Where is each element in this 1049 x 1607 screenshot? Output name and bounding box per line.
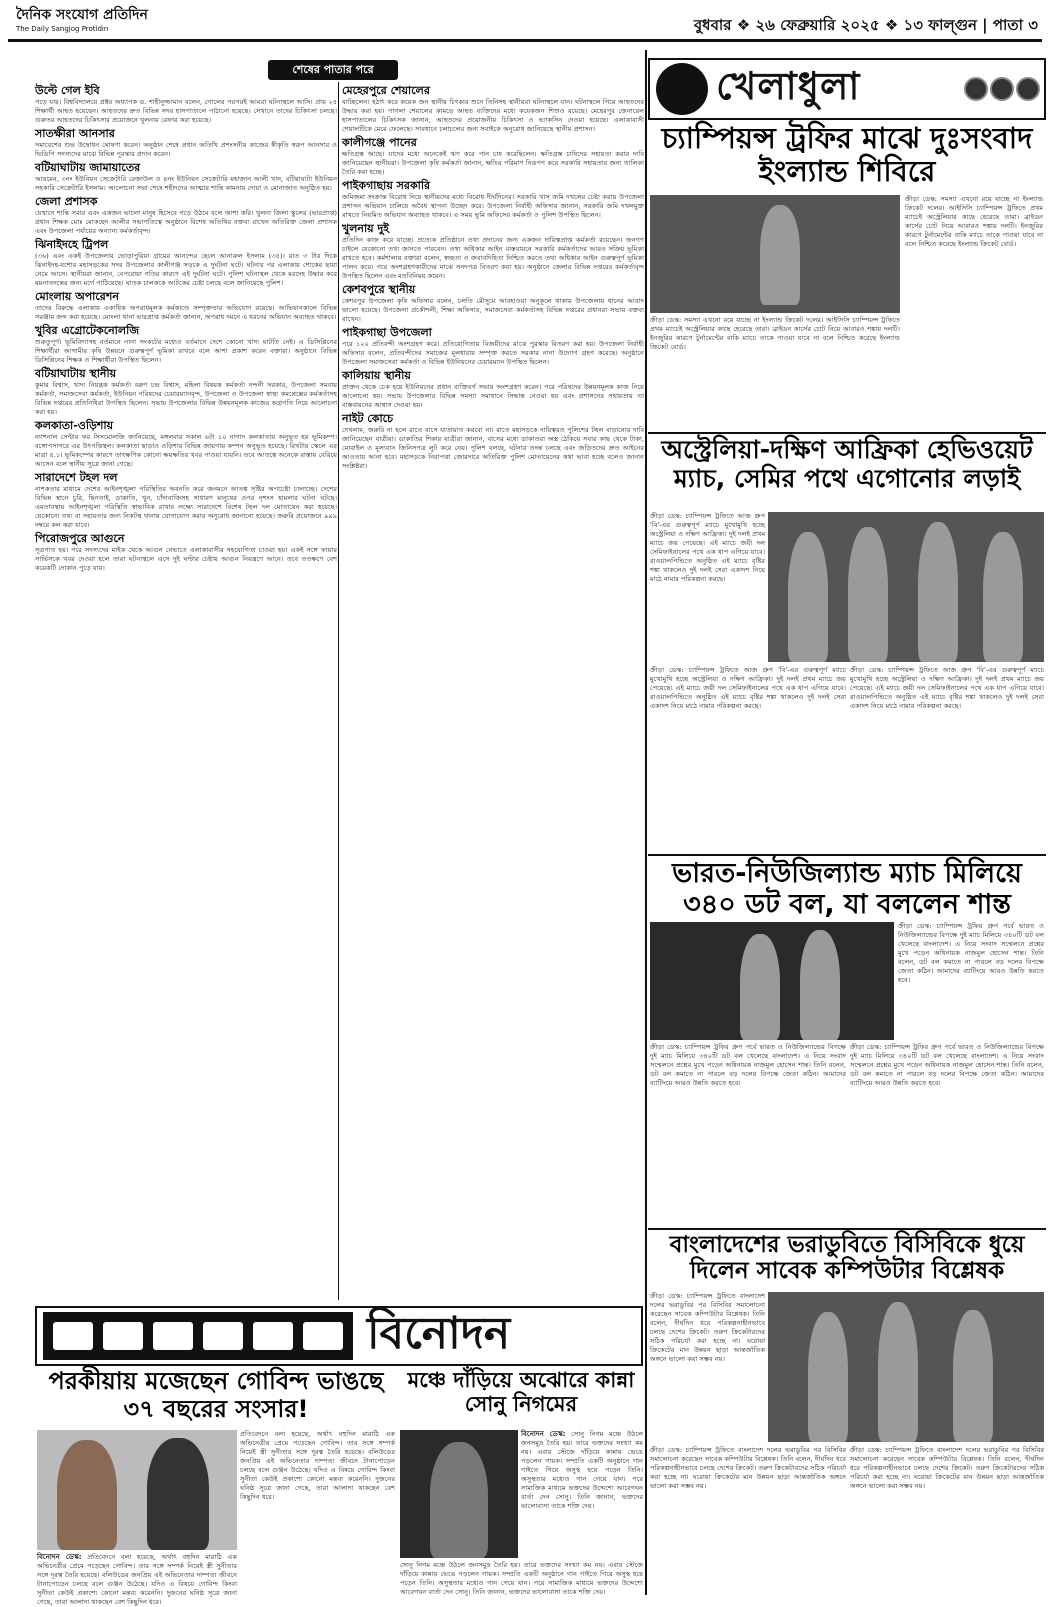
story-title: বটিয়াঘাটায় জামায়াতের [35, 161, 141, 174]
film-strip-icon [43, 1312, 353, 1360]
story-title: কালিয়ায় স্থানীয় [342, 369, 411, 382]
story-body: জমিজমা সংক্রান্ত বিরোধ নিয়ে স্থানীয়দের মধ্যে বিরোধ দীর্ঘদিনের। সরকারি খাস জমি দখলের চেষ্টা করায় উপজেলা প্রশাসন অভিযান চালিয়ে অবৈধ স্থাপনা উচ্ছেদ করে। উপজেলা নির্বাহী অফিসার জানান, সরকারি জমি দখলমুক্ত রাখতে নিয়মিত অভিযান অব্যাহত থাকবে। এ সময় ভূমি অফিসের কর্মকর্তা ও পুলিশ উপস্থিত ছিলেন। [342, 193, 644, 219]
story-title: পাইকগাছায় সরকারি [342, 179, 431, 192]
govinda-body-b [37, 1553, 238, 1606]
paper-name: দৈনিক সংযোগ প্রতিদিন [16, 7, 148, 23]
column-divider [338, 82, 339, 1300]
story-body: প্রতিদিন কাজ করে যাচ্ছে। প্রত্যেক প্রতিষ্ঠানে তথ্য প্রদানের জন্য একজন দায়িত্বপ্রাপ্ত কর্মকর্তা রয়েছেন। জনগণ চাইলে যেকোনো তথ্য জানতে পারবেন। তথ্য অধিকার আইন বাস্তবায়নে সরকারি কর্মকর্তাদের আরও সক্রিয় ভূমিকা রাখতে হবে। কর্মশালায় বক্তারা বলেন, স্বচ্ছতা ও জবাবদিহিতা নিশ্চিত করতে তথ্য অধিকার আইন গুরুত্বপূর্ণ ভূমিকা পালন করে। পরে অংশগ্রহণকারীদের মাঝে সনদপত্র বিতরণ করা হয়। অনুষ্ঠানে জেলার বিভিন্ন দপ্তরের কর্মকর্তাবৃন্দ উপস্থিত ছিলেন এবং মতবিনিময় করেন। [342, 236, 644, 280]
left-column [35, 82, 337, 1300]
cricket-photo-ind-nz [650, 922, 894, 1040]
sports-story-3-body-b: ক্রীড়া ডেস্ক: চ্যাম্পিয়ন্স ট্রফির গ্রুপ পর্বে ভারত ও নিউজিল্যান্ডের বিপক্ষে দুই ম্যাচ মিলিয়ে ৩৪০টি ডট বল খেলেছে বাংলাদেশ। এ নিয়ে সংবাদ সম্মেলনে প্রশ্নের মুখে পড়েন অধিনায়ক নাজমুল হোসেন শান্ত। তিনি বলেন, ডট বল কমাতে না পারলে বড় দলের বিপক্ষে জেতা কঠিন। আমাদের ব্যাটিংয়ে আরও উন্নতি করতে হবে। [850, 1043, 1044, 1087]
sports-headline-4: বাংলাদেশের ভরাডুবিতে বিসিবিকে ধুয়ে দিলেন সাবেক কম্পিউটার বিশ্লেষক [648, 1228, 1046, 1285]
sports-story-1-side: ক্রীড়া ডেস্ক: সমস্যা এখনো রয়ে যাচ্ছে না ইংল্যান্ড ক্রিকেট দলের। আইসিসি চ্যাম্পিয়ন্স ট্রফিতে প্রথম ম্যাচেই অস্ট্রেলিয়ার কাছে হেরেছে তারা। ব্রাইডন কার্সের চোট নিয়ে আবারও শঙ্কায় দলটি। ইনজুরির কারণে টুর্নামেন্টের বাকি ম্যাচে তাকে পাওয়া যাবে না বলে নিশ্চিত করেছে ইংল্যান্ড ক্রিকেট বোর্ড। [905, 195, 1043, 248]
story-title: ঝিনাইদহে ট্রিপল [35, 238, 109, 251]
story-body: সূত্রপাত হয়। পরে সদস্যদের মাইক থেকে আগুন নেভাতে এলাকাবাসীর সহযোগিতা চাওয়া হয়। একই সঙ্গে ফায়ার সার্ভিসকে খবর দেওয়া হলে তারা ঘটনাস্থলে এসে দুই ঘণ্টার চেষ্টায় আগুন নিয়ন্ত্রণে আনে। তবে ততক্ষণে বেশ কয়েকটি দোকান পুড়ে যায়। [35, 546, 337, 572]
story-body: যাচ্ছিলেন। হঠাৎ করে কয়েক জন স্থানীয় চিৎকার শুনে তিনিসহ স্থানীয়রা ঘটনাস্থলে যান। ঘটনাস্থলে গিয়ে আহতদের উদ্ধার করা হয়। পাগলা শেয়ালের কামড়ে আহত ব্যক্তিদের মধ্যে কয়েকজন শিশুও রয়েছে। মেহেরপুর জেনারেল হাসপাতালের চিকিৎসক জানান, আহতদের প্রয়োজনীয় চিকিৎসা ও ভ্যাকসিন দেওয়া হয়েছে। এলাকাবাসী শেয়ালটিকে মেরে ফেলেছে। সাবধানে চলাচলের জন্য সবাইকে অনুরোধ জানিয়েছে স্থানীয় প্রশাসন। [342, 98, 644, 133]
entertainment-header [35, 1306, 643, 1366]
story-body: যেখানে শান্তি সবার এবং একজন ভালো মানুষ হিসেবে গড়ে উঠবে বলে আশা করি। খুলনা জিলা স্কুলের (ভারপ্রাপ্ত) প্রধান শিক্ষক মোঃ মোকছেদ আলীর সভাপতিত্বে অনুষ্ঠানে বিশেষ অতিথির বক্তব্য রাখেন অতিরিক্ত জেলা প্রশাসক এবং উপজেলা পর্যায়ের অন্যান্য কর্মকর্তাবৃন্দ। [35, 209, 337, 235]
story-title: খুলনায় দুই [342, 222, 389, 235]
govinda-photo [37, 1430, 237, 1550]
govinda-body-text: প্রতিবেদনে বলা হয়েছে, অর্থাৎ বহুদিন মারাঠি এক অভিনেত্রীর প্রেমে পড়েছেন গোবিন্দ। তার সঙ্গে সম্পর্ক নিয়েই স্ত্রী সুনীতার সঙ্গে দূরত্ব তৈরি হয়েছে। বলিউডের জনপ্রিয় এই অভিনেতার দাম্পত্য জীবনে টানাপোড়েন চলছে বলে গুঞ্জন উঠেছে। যদিও এ বিষয়ে গোবিন্দ কিংবা সুনীতা কেউই প্রকাশ্যে কোনো মন্তব্য করেননি। দুজনের ঘনিষ্ঠ সূত্রে জানা গেছে, তারা আলাদা থাকছেন বেশ কিছুদিন ধরে। [37, 1553, 238, 1606]
newspaper-logo [16, 8, 148, 36]
story-body: পড়ে যায়। বিশ্ববিদ্যালয়ে প্রক্টর অধ্যাপক ড. শাহীনুজ্জামান বলেন, গোলের পরপরই আমরা ঘটনাস্থলে আসি। প্রায় ২৫ শিক্ষার্থী আহত হয়েছেন। আহতদের দ্রুত বিভিন্ন সদর হাসপাতালে পাঠানো হয়েছে। সেখানে তাদের চিকিৎসা চলছে। গুরুতর আহতদের চিকিৎসার প্রয়োজনে খুলনায় রেফার করা হয়েছে। [35, 98, 337, 124]
cricket-photo-england [650, 195, 900, 313]
sports-story-4-body: ক্রীড়া ডেস্ক: চ্যাম্পিয়ন্স ট্রফিতে বাংলাদেশ দলের ভরাডুবির পর বিসিবির সমালোচনা করেছেন সাবেক কম্পিউটার বিশ্লেষক। তিনি বলেন, দীর্ঘদিন ধরে পরিকল্পনাহীনভাবে চলছে দেশের ক্রিকেট। তরুণ ক্রিকেটারদের সঠিক পরিচর্যা করা হচ্ছে না। ঘরোয়া ক্রিকেটের মান উন্নয়ন ছাড়া আন্তর্জাতিক অঙ্গনে ভালো করা সম্ভব নয়। [650, 1446, 846, 1490]
govinda-headline: পরকীয়ায় মজেছেন গোবিন্দ ভাঙছে ৩৭ বছরের সংসার! [48, 1367, 384, 1423]
sports-story-3-side: ক্রীড়া ডেস্ক: চ্যাম্পিয়ন্স ট্রফির গ্রুপ পর্বে ভারত ও নিউজিল্যান্ডের বিপক্ষে দুই ম্যাচ মিলিয়ে ৩৪০টি ডট বল খেলেছে বাংলাদেশ। এ নিয়ে সংবাদ সম্মেলনে প্রশ্নের মুখে পড়েন অধিনায়ক নাজমুল হোসেন শান্ত। তিনি বলেন, ডট বল কমাতে না পারলে বড় দলের বিপক্ষে জেতা কঠিন। আমাদের ব্যাটিংয়ে আরও উন্নতি করতে হবে। [898, 922, 1044, 984]
story-title: মোংলায় অপারেশন [35, 290, 119, 303]
sports-balls-icon [964, 77, 1040, 101]
story-title: সারাদেশে টহল দল [35, 471, 118, 484]
story-title: খুবির এগ্রোটেকনোলজি [35, 324, 140, 337]
cricket-photo-sa-aus [768, 512, 1044, 662]
story-body: ন্যাশনাল সেন্টার ফর সিসমোলজি জানিয়েছে, মঙ্গলবার সকাল ৬টা ১০ নাগাদ কলকাতায় অনুভূত হয় ভূমিকম্প। বঙ্গোপসাগরে এর উৎপত্তিস্থল। কলকাতা ছাড়াও ওড়িশার বিভিন্ন জায়গায় কম্পন অনুভূত হয়েছে। রিখটার স্কেলে এর মাত্রা ৫.১। ভূমিকম্পের কারণে তাৎক্ষণিক কোনো ক্ষয়ক্ষতির খবর পাওয়া যায়নি। তবে আতঙ্কে অনেকে রাস্তায় বেরিয়ে আসেন বলে স্থানীয় সূত্রে জানা গেছে। [35, 433, 337, 468]
sports-section-header [648, 58, 1046, 120]
story-body: পরে ১২০ প্রতিবন্দী অংশগ্রহণ করে। প্রতিযোগিতায় বিজয়ীদের মাঝে পুরস্কার বিতরণ করা হয়। উপজেলা নির্বাহী অফিসার বলেন, প্রতিবন্দীদের সমাজের মূলধারায় সম্পৃক্ত করতে সরকার নানা উদ্যোগ গ্রহণ করেছে। অনুষ্ঠানে উপজেলা সমাজসেবা কর্মকর্তা ও বিভিন্ন ইউনিয়নের চেয়ারম্যান উপস্থিত ছিলেন। [342, 340, 644, 366]
story-body: (৩৬) এবং একই উপজেলার ভোড়াপুরিয়া গ্রামের আনন্দের ছেলে আনারুল ইসলাম (৩৫)। রাত ৩ টার দিকে ঝিনাইদহ-যশোর মহাসড়কের সদর উপজেলার কালীগঞ্জ সড়কে এ দুর্ঘটনা ঘটে। ঘটনার পর এলাকায় শোকের ছায়া নেমে আসে। স্থানীয়রা জানান, বেপরোয়া গতির কারণে এই দুর্ঘটনা ঘটে। পুলিশ ঘটনাস্থল থেকে মরদেহ উদ্ধার করে ময়নাতদন্তের জন্য মর্গে পাঠিয়েছে। ঘাতক চালককে আটকের চেষ্টা চলছে বলে জানিয়েছে পুলিশ। [35, 252, 337, 287]
sports-story-1-body: ক্রীড়া ডেস্ক: সমস্যা এখনো রয়ে যাচ্ছে না ইংল্যান্ড ক্রিকেট দলের। আইসিসি চ্যাম্পিয়ন্স ট্রফিতে প্রথম ম্যাচেই অস্ট্রেলিয়ার কাছে হেরেছে তারা। ব্রাইডন কার্সের চোট নিয়ে আবারও শঙ্কায় দলটি। ইনজুরির কারণে টুর্নামেন্টের বাকি ম্যাচে তাকে পাওয়া যাবে না বলে নিশ্চিত করেছে ইংল্যান্ড ক্রিকেট বোর্ড। [650, 316, 900, 351]
story-title: পিরোজপুরে আগুনে [35, 532, 125, 545]
sports-story-2-body: ক্রীড়া ডেস্ক: চ্যাম্পিয়ন্স ট্রফিতে আজ গ্রুপ 'বি'-এর গুরুত্বপূর্ণ ম্যাচে মুখোমুখি হচ্ছে অস্ট্রেলিয়া ও দক্ষিণ আফ্রিকা। দুই দলই প্রথম ম্যাচে জয় পেয়েছে। এই ম্যাচে জয়ী দল সেমিফাইনালের পথে এক ধাপ এগিয়ে যাবে। রাওয়ালপিন্ডিতে অনুষ্ঠিত এই ম্যাচে বৃষ্টির শঙ্কা থাকলেও দুই দলই সেরা একাদশ নিয়ে মাঠে নামার পরিকল্পনা করছে। [650, 666, 846, 710]
sonu-byline: বিনোদন ডেস্ক: [521, 1430, 566, 1438]
sports-headline-3: ভারত-নিউজিল্যান্ড ম্যাচ মিলিয়ে ৩৪০ ডট বল, যা বললেন শান্ত [648, 854, 1046, 920]
story-title: জেলা প্রশাসক [35, 195, 98, 208]
cricket-photo-nz [768, 1292, 1044, 1442]
story-body: তাদের বিরুদ্ধে এলাকায় একাধিক অপরাধমূলক কর্মকাণ্ডে সম্পৃক্ততার অভিযোগ রয়েছে। আভিযানকালে বিভিন্ন সরঞ্জাম জব্দ করা হয়েছে। মোংলা থানা ভারপ্রাপ্ত কর্মকর্তা জানান, অপরাধ দমনে এ ধরনের অভিযান অব্যাহত থাকবে। [35, 304, 337, 321]
sonu-body-b: সোনু নিগম মঞ্চে উঠলে জনসমুদ্র তৈরি হয়। তারে ভক্তদের সংখ্যা কম নয়। এবার স্টেজে দাঁড়িয়ে কান্নায় ভেঙে পড়লেন গায়ক। সম্প্রতি একটি অনুষ্ঠানে গান গাইতে গিয়ে অসুস্থ হয়ে পড়েন তিনি। অসুস্থতার মধ্যেও গান গেয়ে যান। পরে সামাজিক মাধ্যমে ভক্তদের উদ্দেশ্যে আবেগঘন বার্তা দেন সোনু। তিনি জানান, ভক্তদের ভালোবাসা তাকে শক্তি দেয়। [400, 1561, 643, 1596]
sports-story-4-side: ক্রীড়া ডেস্ক: চ্যাম্পিয়ন্স ট্রফিতে বাংলাদেশ দলের ভরাডুবির পর বিসিবির সমালোচনা করেছেন সাবেক কম্পিউটার বিশ্লেষক। তিনি বলেন, দীর্ঘদিন ধরে পরিকল্পনাহীনভাবে চলছে দেশের ক্রিকেট। তরুণ ক্রিকেটারদের সঠিক পরিচর্যা করা হচ্ছে না। ঘরোয়া ক্রিকেটের মান উন্নয়ন ছাড়া আন্তর্জাতিক অঙ্গনে ভালো করা সম্ভব নয়। [650, 1292, 765, 1363]
story-title: কেশবপুরে স্থানীয় [342, 283, 416, 296]
story-body: দেখলাম, জরুরি না হলে রাতে বাসে যাতায়াত করবো না। রাতে মহাসড়কে দায়িত্বরত পুলিশের টহল বাড়ানোর দাবি জানিয়েছেন যাত্রীরা। ডাকাতির শিকার যাত্রীরা জানান, বাসের মধ্যে ডাকাতরা অস্ত্র ঠেকিয়ে সবার কাছ থেকে টাকা, মোবাইল ও মূল্যবান জিনিসপত্র লুট করে নেয়। পুলিশ বলছে, ঘটনার তদন্ত চলছে এবং জড়িতদের দ্রুত আইনের আওতায় আনা হবে। মহাসড়কে নিরাপত্তা জোরদারে অতিরিক্ত পুলিশ মোতায়েনের কথা ভাবা হচ্ছে বলেও জানান সংশ্লিষ্টরা। [342, 426, 644, 470]
column-divider [645, 50, 647, 1595]
story-body: নাশকতার মাধ্যমে দেশের আইনশৃঙ্খলা পরিস্থিতির অবনতি করে জনমনে আতঙ্ক সৃষ্টির অপচেষ্টা চালাচ্ছে। দেশের বিভিন্ন স্থানে চুরি, ছিনতাই, ডাকাতি, খুন, চাঁদাবাজিসহ সাধারণ মানুষের ওপর নৃশংস হামলার ঘটনা ঘটছে। এমতাবস্থায় আইনশৃঙ্খলা পরিস্থিতি স্বাভাবিক রাখার লক্ষ্যে সারাদেশে বিশেষ টহল দল মোতায়েন করা হয়েছে। যেকোনো তথ্য বা সহায়তার জন্য নিকটস্থ থানায় যোগাযোগ করার অনুরোধ জানানো হয়েছে। জরুরি প্রয়োজনে ৯৯৯ নম্বরে কল করা যাবে। [35, 485, 337, 529]
sports-title: খেলাধুলা [716, 64, 861, 108]
story-title: নাইট কোচে [342, 412, 394, 425]
story-title: পাইকগাছা উপজেলা [342, 326, 432, 339]
story-body: সমাবেশের শুভ উদ্বোধন ঘোষণা করেন। অনুষ্ঠান শেষে প্রধান অতিথি প্রশংসনীয় কাজের স্বীকৃতি স্বরূপ আনসার ও ভিডিপি সদস্যদের মাঝে বিভিন্ন পুরস্কার প্রদান করেন। [35, 141, 337, 158]
sports-headline-2: অস্ট্রেলিয়া-দক্ষিণ আফ্রিকা হেভিওয়েট ম্যাচ, সেমির পথে এগোনোর লড়াই [648, 432, 1046, 494]
entertainment-title: বিনোদন [367, 1307, 511, 1359]
dateline: বুধবার ❖ ২৬ ফেব্রুয়ারি ২০২৫ ❖ ১৩ ফাল্গুন | পাতা ৩ [693, 16, 1038, 34]
sports-story-2-body-b: ক্রীড়া ডেস্ক: চ্যাম্পিয়ন্স ট্রফিতে আজ গ্রুপ 'বি'-এর গুরুত্বপূর্ণ ম্যাচে মুখোমুখি হচ্ছে অস্ট্রেলিয়া ও দক্ষিণ আফ্রিকা। দুই দলই প্রথম ম্যাচে জয় পেয়েছে। এই ম্যাচে জয়ী দল সেমিফাইনালের পথে এক ধাপ এগিয়ে যাবে। রাওয়ালপিন্ডিতে অনুষ্ঠিত এই ম্যাচে বৃষ্টির শঙ্কা থাকলেও দুই দলই সেরা একাদশ নিয়ে মাঠে নামার পরিকল্পনা করছে। [850, 666, 1044, 710]
middle-column [342, 82, 644, 1300]
sonu-headline: মঞ্চে দাঁড়িয়ে অঝোরে কান্না সোনু নিগমের [407, 1368, 635, 1417]
story-title: কালীগঞ্জে পানের [342, 136, 417, 149]
story-title: মেহেরপুরে শেয়ালের [342, 84, 430, 97]
story-body: আয়মেন, ৩নং ইউনিয়ন সেক্রেটারি রেজাউল ও ৪নং ইউনিয়ন সেক্রেটারি মহাজান আলী খান, বটিয়াঘাটা ইউনিয়ন সহকারি সেক্রেটারি ইসলাম। আলোচনা সভা শেষে শহীদদের আত্মার শান্তি কামনায় দোয়া ও মোনাজাত অনুষ্ঠিত হয়। [35, 175, 337, 192]
govinda-byline: বিনোদন ডেস্ক: [37, 1553, 82, 1561]
paper-name-en: The Daily Sangjog Protidin [16, 25, 109, 33]
sports-headline-1: চ্যাম্পিয়ন্স ট্রফির মাঝে দুঃসংবাদ ইংল্যান্ড শিবিরে [661, 121, 1033, 189]
sonu-body-text: সোনু নিগম মঞ্চে উঠলে জনসমুদ্র তৈরি হয়। তারে ভক্তদের সংখ্যা কম নয়। এবার স্টেজে দাঁড়িয়ে কান্নায় ভেঙে পড়লেন গায়ক। সম্প্রতি একটি অনুষ্ঠানে গান গাইতে গিয়ে অসুস্থ হয়ে পড়েন তিনি। অসুস্থতার মধ্যেও গান গেয়ে যান। পরে সামাজিক মাধ্যমে ভক্তদের উদ্দেশ্যে আবেগঘন বার্তা দেন সোনু। তিনি জানান, ভক্তদের ভালোবাসা তাকে শক্তি দেয়। [521, 1430, 643, 1510]
sonu-body [521, 1430, 643, 1558]
story-body: কুমার বিশ্বাস, খাদ্য নিয়ন্ত্রক কর্মকর্তা বরুণ চন্দ্র বিশ্বাস, মহিলা বিষয়ক কর্মকর্তা নন্দনী সরকার, উপজেলা সমবায় কর্মকর্তা, সমাজসেবা কর্মকর্তা, ইউনিয়ন পরিষদের চেয়ারম্যানবৃন্দ, উপজেলা ও উপজেলা স্বাস্থ্য কমপ্লেক্সের কর্মকর্তাসহ বিভিন্ন দপ্তরের প্রতিনিধিরা উপস্থিত ছিলেন। সভায় উপজেলার বিভিন্ন উন্নয়নমূলক কাজের অগ্রগতি নিয়ে আলোচনা করা হয়। [35, 381, 337, 416]
story-title: সাতক্ষীরা আনসার [35, 127, 115, 140]
runner-icon [656, 63, 708, 115]
story-title: কলকাতা-ওড়িশায় [35, 419, 114, 432]
story-body: কেশবপুর উপজেলা কৃষি অফিসার বলেন, চলতি মৌসুমে আবহাওয়া অনুকূলে থাকায় উপজেলায় ধানের আবাদ ভালো হয়েছে। উপজেলা প্রকৌশলী, শিক্ষা অফিসার, সমাজসেবা কর্মকর্তাসহ বিভিন্ন দপ্তরের প্রধানরা সভায় বক্তব্য রাখেন। [342, 297, 644, 323]
story-body: শুরুতুপূর্ণ। ভূমিবিদ্যাসহ বর্তমানে নানা সংকটের মধ্যেও বর্তমানে দেশে কোনো খাদ্য ঘাটতি নেই। এ ডিসিপ্লিনের শিক্ষার্থীরা আগামীর কৃষি উন্নয়নে গুরুত্বপূর্ণ ভূমিকা রাখবে বলে আশা প্রকাশ করেন বক্তারা। অনুষ্ঠানে বিভিন্ন ডিসিপ্লিনের শিক্ষক ও শিক্ষার্থীরা উপস্থিত ছিলেন। [35, 338, 337, 364]
story-body: প্রাক্তন থেকে চেক হয়ে ইউনিয়নের প্রধান ব্যক্তিবর্গ সভায় অংশগ্রহণ করেন। পরে পরিষদের উন্নয়নমূলক কাজ নিয়ে আলোচনা হয়। সভায় উপজেলার বিভিন্ন সমস্যা সমাধানে সিদ্ধান্ত নেওয়া হয় এবং প্রশাসনের সহায়তায় তা বাস্তবায়নের আশ্বাস দেওয়া হয়। [342, 383, 644, 409]
sonu-nigam-photo [400, 1430, 518, 1558]
sports-story-2-side: ক্রীড়া ডেস্ক: চ্যাম্পিয়ন্স ট্রফিতে আজ গ্রুপ 'বি'-এর গুরুত্বপূর্ণ ম্যাচে মুখোমুখি হচ্ছে অস্ট্রেলিয়া ও দক্ষিণ আফ্রিকা। দুই দলই প্রথম ম্যাচে জয় পেয়েছে। এই ম্যাচে জয়ী দল সেমিফাইনালের পথে এক ধাপ এগিয়ে যাবে। রাওয়ালপিন্ডিতে অনুষ্ঠিত এই ম্যাচে বৃষ্টির শঙ্কা থাকলেও দুই দলই সেরা একাদশ নিয়ে মাঠে নামার পরিকল্পনা করছে। [650, 512, 765, 583]
story-title: বটিয়াঘাটায় স্থানীয় [35, 367, 117, 380]
govinda-body: প্রতিবেদনে বলা হয়েছে, অর্থাৎ বহুদিন মারাঠি এক অভিনেত্রীর প্রেমে পড়েছেন গোবিন্দ। তার সঙ্গে সম্পর্ক নিয়েই স্ত্রী সুনীতার সঙ্গে দূরত্ব তৈরি হয়েছে। বলিউডের জনপ্রিয় এই অভিনেতার দাম্পত্য জীবনে টানাপোড়েন চলছে বলে গুঞ্জন উঠেছে। যদিও এ বিষয়ে গোবিন্দ কিংবা সুনীতা কেউই প্রকাশ্যে কোনো মন্তব্য করেননি। দুজনের ঘনিষ্ঠ সূত্রে জানা গেছে, তারা আলাদা থাকছেন বেশ কিছুদিন ধরে। [240, 1430, 395, 1501]
story-body: ক্ষতিগ্রস্ত আছে। যাদের মধ্যে অনেকেই ঋণ করে পান চাষ করেছিলেন। ক্ষতিগ্রস্ত চাষিদের সহায়তা করার দাবি জানিয়েছেন স্থানীয়রা। উপজেলা কৃষি কর্মকর্তা জানান, ক্ষতির পরিমাণ নিরূপণ করে সরকারি সহায়তার জন্য তালিকা তৈরি করা হচ্ছে। [342, 150, 644, 176]
masthead [8, 6, 1042, 42]
sports-story-3-body: ক্রীড়া ডেস্ক: চ্যাম্পিয়ন্স ট্রফির গ্রুপ পর্বে ভারত ও নিউজিল্যান্ডের বিপক্ষে দুই ম্যাচ মিলিয়ে ৩৪০টি ডট বল খেলেছে বাংলাদেশ। এ নিয়ে সংবাদ সম্মেলনে প্রশ্নের মুখে পড়েন অধিনায়ক নাজমুল হোসেন শান্ত। তিনি বলেন, ডট বল কমাতে না পারলে বড় দলের বিপক্ষে জেতা কঠিন। আমাদের ব্যাটিংয়ে আরও উন্নতি করতে হবে। [650, 1043, 846, 1087]
story-title: উল্টে গেল ইবি [35, 84, 100, 97]
section-banner: শেষের পাতার পরে [268, 60, 398, 80]
sports-story-4-body-b: ক্রীড়া ডেস্ক: চ্যাম্পিয়ন্স ট্রফিতে বাংলাদেশ দলের ভরাডুবির পর বিসিবির সমালোচনা করেছেন সাবেক কম্পিউটার বিশ্লেষক। তিনি বলেন, দীর্ঘদিন ধরে পরিকল্পনাহীনভাবে চলছে দেশের ক্রিকেট। তরুণ ক্রিকেটারদের সঠিক পরিচর্যা করা হচ্ছে না। ঘরোয়া ক্রিকেটের মান উন্নয়ন ছাড়া আন্তর্জাতিক অঙ্গনে ভালো করা সম্ভব নয়। [850, 1446, 1044, 1490]
